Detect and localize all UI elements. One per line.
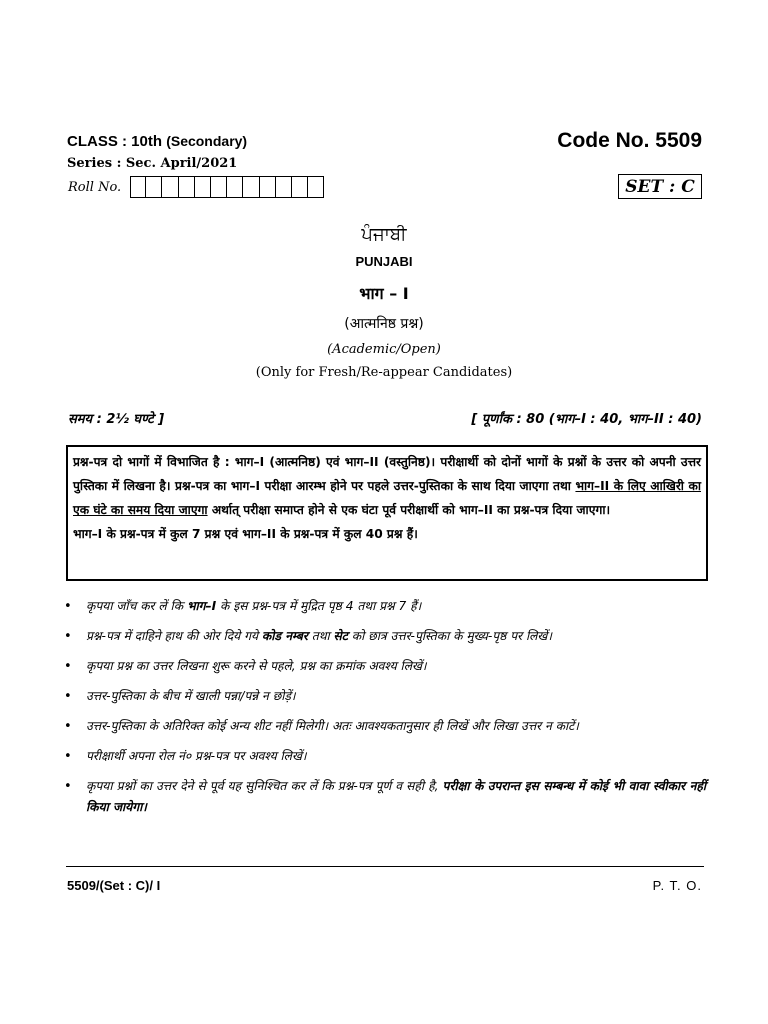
roll-box: [292, 176, 308, 198]
roll-no-boxes: [130, 176, 324, 198]
list-item: [60, 626, 706, 647]
class-text: CLASS : 10th: [67, 133, 163, 150]
list-item: [60, 656, 706, 677]
roll-box: [243, 176, 259, 198]
instr-text: प्रश्न-पत्र दो भागों में विभाजित है : भाग–I (आत्मनिष्ठ) एवं भाग–II (वस्तुनिष्ठ)। परीक्षार्थी को दोनों भागों के प्रश्नों के उत्तर को अपनी उत्तर पुस्तिका में लिखना है। प्रश्न-पत्र का भाग–I परीक्षा आरम्भ होने पर पहले उत्तर-पुस्तिका के साथ दिया जाएगा तथा: [73, 455, 701, 493]
roll-box: [276, 176, 292, 198]
code-number: Code No. 5509: [557, 129, 702, 152]
footer-pto: P. T. O.: [652, 878, 702, 893]
bullet-icon: •: [64, 689, 72, 704]
bullet-text: को छात्र उत्तर-पुस्तिका के मुख्य-पृष्ठ पर लिखें।: [347, 629, 552, 643]
instructions-paragraph-1: [73, 450, 701, 522]
bullet-icon: •: [64, 779, 72, 794]
set-badge: SET : C: [618, 174, 702, 199]
list-item: [60, 746, 706, 767]
list-item: [60, 596, 706, 617]
bullet-text: कृपया प्रश्नों का उत्तर देने से पूर्व यह सुनिश्चित कर लें कि प्रश्न-पत्र पूर्ण व सही है,: [86, 779, 443, 793]
list-item: [60, 716, 706, 737]
roll-no-label: Roll No.: [68, 180, 122, 195]
bullet-icon: •: [64, 659, 72, 674]
footer-code: 5509/(Set : C)/ I: [67, 878, 161, 893]
bullet-icon: •: [64, 629, 72, 644]
list-item: [60, 776, 706, 818]
footer-divider: [66, 866, 704, 867]
roll-box: [227, 176, 243, 198]
bullet-text: उत्तर-पुस्तिका के बीच में खाली पन्ना/पन्ने न छोड़ें।: [86, 689, 296, 703]
marks-label: [ पूर्णांक : 80 (भाग–I : 40, भाग–II : 40): [471, 412, 702, 427]
title-part: भाग – I: [359, 284, 409, 303]
bullet-bold: कोड नम्बर: [261, 629, 308, 643]
instruction-list: [60, 596, 706, 827]
series-label: Series : Sec. April/2021: [67, 156, 238, 171]
instr-underlined: भाग–II के लिए आखिरी का एक घंटे का समय दिया जाएगा: [73, 479, 701, 517]
roll-box: [195, 176, 211, 198]
title-candidates: (Only for Fresh/Re-appear Candidates): [255, 365, 513, 380]
bullet-bold: परीक्षा के उपरान्त इस सम्बन्ध में कोई भी वावा स्वीकार नहीं किया जायेगा।: [86, 779, 706, 814]
bullet-bold: भाग–I: [186, 599, 217, 613]
bullet-icon: •: [64, 749, 72, 764]
list-item: [60, 686, 706, 707]
title-gurmukhi: ਪੰਜਾਬੀ: [361, 224, 407, 245]
instr-text: अर्थात् परीक्षा समाप्त होने से एक घंटा पूर्व परीक्षार्थी को भाग–II का प्रश्न-पत्र दिया जाएगा।: [207, 503, 611, 517]
bullet-icon: •: [64, 719, 72, 734]
bullet-text: प्रश्न-पत्र में दाहिने हाथ की ओर दिये गये: [86, 629, 262, 643]
bullet-text: के इस प्रश्न-पत्र में मुद्रित पृष्ठ 4 तथा प्रश्न 7 हैं।: [216, 599, 422, 613]
roll-box: [179, 176, 195, 198]
title-punjabi: PUNJABI: [355, 254, 413, 269]
bullet-text: उत्तर-पुस्तिका के अतिरिक्त कोई अन्य शीट नहीं मिलेगी। अतः आवश्यकतानुसार ही लिखें और लिखा उत्तर न काटें।: [86, 719, 579, 733]
roll-box: [146, 176, 162, 198]
bullet-text: परीक्षार्थी अपना रोल नं० प्रश्न-पत्र पर अवश्य लिखें।: [86, 749, 307, 763]
bullet-text: कृपया प्रश्न का उत्तर लिखना शुरू करने से पहले, प्रश्न का क्रमांक अवश्य लिखें।: [86, 659, 427, 673]
instructions-paragraph-2: भाग–I के प्रश्न-पत्र में कुल 7 प्रश्न एवं भाग–II के प्रश्न-पत्र में कुल 40 प्रश्न हैं।: [73, 527, 418, 541]
instructions-box: [66, 445, 708, 581]
class-label: [67, 133, 247, 150]
roll-box: [211, 176, 227, 198]
bullet-bold: सेट: [333, 629, 348, 643]
bullet-text: कृपया जाँच कर लें कि: [86, 599, 187, 613]
bullet-text: तथा: [307, 629, 334, 643]
time-label: समय : 2½ घण्टे ]: [68, 412, 165, 427]
roll-box: [130, 176, 146, 198]
title-academic: (Academic/Open): [327, 342, 441, 357]
roll-box: [162, 176, 178, 198]
bullet-icon: •: [64, 599, 72, 614]
class-sub-text: (Secondary): [166, 133, 248, 149]
roll-box: [308, 176, 324, 198]
roll-box: [260, 176, 276, 198]
title-subjective: (आत्मनिष्ठ प्रश्न): [344, 316, 424, 332]
